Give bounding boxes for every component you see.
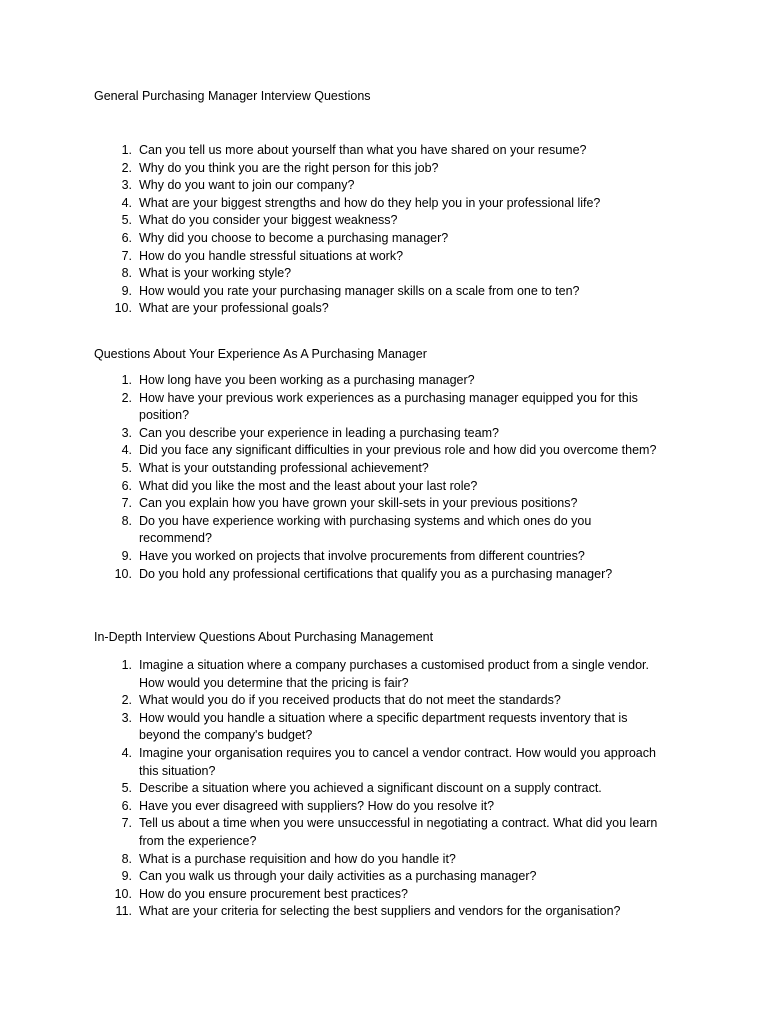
question-text: How have your previous work experiences as a purchasing manager equipped you for this position?: [139, 390, 638, 423]
item-number: 7.: [121, 248, 132, 263]
list-item: [0, 372, 659, 390]
item-number: 1.: [121, 373, 132, 387]
list-item: [0, 815, 659, 850]
item-number: 1.: [121, 658, 132, 672]
item-number: 10.: [114, 301, 132, 316]
list-item: [0, 283, 659, 301]
item-number: 10.: [114, 566, 132, 581]
item-number: 6.: [121, 478, 132, 493]
question-text: How do you handle stressful situations at work?: [139, 248, 404, 263]
question-text: Imagine a situation where a company purchases a customised product from a single vendor. How would you determine that the pricing is fair?: [139, 658, 649, 690]
item-number: 5.: [121, 213, 132, 228]
question-text: What do you consider your biggest weakness?: [139, 213, 398, 228]
item-number: 9.: [121, 548, 132, 563]
section-heading-experience: Questions About Your Experience As A Purchasing Manager: [94, 347, 427, 361]
question-text: Can you tell us more about yourself than what you have shared on your resume?: [139, 143, 587, 157]
item-number: 5.: [121, 781, 132, 796]
list-item: [0, 248, 659, 266]
question-text: Can you explain how you have grown your skill-sets in your previous positions?: [139, 496, 578, 511]
question-text: What did you like the most and the least about your last role?: [139, 478, 478, 493]
question-text: Did you face any significant difficulties in your previous role and how did you overcome them?: [139, 443, 657, 458]
list-item: [0, 886, 659, 904]
question-text: Do you have experience working with purchasing systems and which ones do you recommend?: [139, 513, 592, 546]
list-item: [0, 460, 659, 478]
item-number: 3.: [121, 710, 132, 725]
item-number: 5.: [121, 460, 132, 475]
question-list-experience: [0, 372, 768, 583]
list-item: [0, 780, 659, 798]
item-number: 6.: [121, 230, 132, 245]
list-item: [0, 442, 659, 460]
question-text: How would you rate your purchasing manager skills on a scale from one to ten?: [139, 283, 580, 298]
list-item: [0, 478, 659, 496]
list-item: [0, 195, 659, 213]
item-number: 4.: [121, 443, 132, 458]
question-text: What is your outstanding professional achievement?: [139, 460, 429, 475]
question-text: What are your professional goals?: [139, 301, 329, 316]
question-text: What are your biggest strengths and how do they help you in your professional life?: [139, 195, 601, 210]
item-number: 11.: [115, 904, 132, 919]
item-number: 3.: [121, 425, 132, 440]
item-number: 6.: [121, 798, 132, 813]
list-item: [0, 265, 659, 283]
question-text: Do you hold any professional certifications that qualify you as a purchasing manager?: [139, 566, 613, 581]
item-number: 8.: [121, 266, 132, 281]
item-number: 4.: [121, 745, 132, 760]
item-number: 3.: [121, 178, 132, 193]
question-list-general: [0, 142, 768, 318]
question-list-in-depth: [0, 657, 768, 921]
question-text: Why do you want to join our company?: [139, 178, 355, 193]
question-text: How long have you been working as a purchasing manager?: [139, 373, 475, 387]
question-text: Why did you choose to become a purchasing manager?: [139, 230, 449, 245]
question-text: Can you walk us through your daily activities as a purchasing manager?: [139, 869, 537, 884]
question-text: What is your working style?: [139, 266, 292, 281]
item-number: 7.: [121, 816, 132, 831]
list-item: [0, 142, 659, 160]
list-item: [0, 548, 659, 566]
list-item: [0, 513, 659, 548]
section-heading-general: General Purchasing Manager Interview Questions: [94, 89, 371, 103]
question-text: What would you do if you received products that do not meet the standards?: [139, 693, 561, 708]
list-item: [0, 745, 659, 780]
question-text: What are your criteria for selecting the best suppliers and vendors for the organisation?: [139, 904, 621, 919]
item-number: 10.: [114, 886, 132, 901]
list-item: [0, 390, 659, 425]
item-number: 2.: [121, 160, 132, 175]
list-item: [0, 851, 659, 869]
question-text: Imagine your organisation requires you to cancel a vendor contract. How would you approach this situation?: [139, 745, 656, 778]
item-number: 4.: [121, 195, 132, 210]
list-item: [0, 212, 659, 230]
question-text: How do you ensure procurement best practices?: [139, 886, 408, 901]
list-item: [0, 425, 659, 443]
question-text: Describe a situation where you achieved a significant discount on a supply contract.: [139, 781, 602, 796]
list-item: [0, 868, 659, 886]
question-text: Have you ever disagreed with suppliers? How do you resolve it?: [139, 798, 495, 813]
list-item: [0, 657, 659, 692]
section-heading-in-depth: In-Depth Interview Questions About Purchasing Management: [94, 630, 434, 644]
question-text: Why do you think you are the right person for this job?: [139, 160, 439, 175]
list-item: [0, 566, 659, 584]
list-item: [0, 230, 659, 248]
question-text: Can you describe your experience in leading a purchasing team?: [139, 425, 499, 440]
item-number: 8.: [121, 851, 132, 866]
list-item: [0, 692, 659, 710]
item-number: 9.: [121, 869, 132, 884]
list-item: [0, 160, 659, 178]
list-item: [0, 710, 659, 745]
question-text: How would you handle a situation where a specific department requests inventory that is beyond the company's budget?: [139, 710, 628, 743]
question-text: Tell us about a time when you were unsuccessful in negotiating a contract. What did you learn from the experience?: [139, 816, 658, 848]
list-item: [0, 177, 659, 195]
item-number: 2.: [121, 693, 132, 708]
item-number: 7.: [121, 496, 132, 511]
list-item: [0, 903, 659, 921]
item-number: 9.: [121, 283, 132, 298]
question-text: Have you worked on projects that involve procurements from different countries?: [139, 548, 585, 563]
item-number: 1.: [121, 143, 132, 157]
item-number: 2.: [121, 390, 132, 405]
question-text: What is a purchase requisition and how do you handle it?: [139, 851, 456, 866]
list-item: [0, 798, 659, 816]
list-item: [0, 300, 659, 318]
item-number: 8.: [121, 513, 132, 528]
list-item: [0, 495, 659, 513]
